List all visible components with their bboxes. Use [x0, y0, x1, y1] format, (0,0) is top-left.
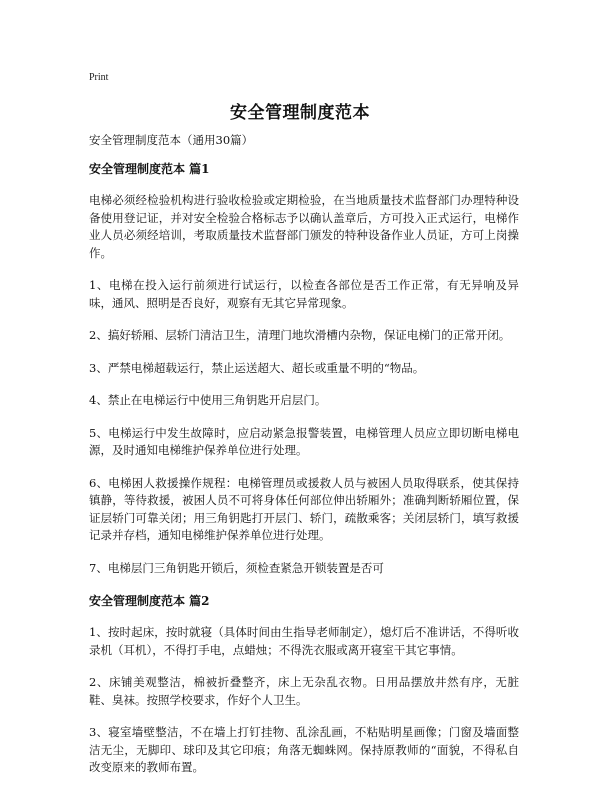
section-heading: 安全管理制度范本 篇1	[89, 162, 210, 176]
paragraph: 6、电梯困人救援操作规程：电梯管理员或援救人员与被困人员取得联系，使其保持镇静，等待救援，被困人员不可将身体任何部位伸出轿厢外；准确判断轿厢位置，保证层轿门可靠关闭；用三角钥匙打开层门、轿门，疏散乘客；关闭层轿门，填写救援记录并存档，通知电梯维护保养单位进行处理。	[89, 475, 519, 542]
document-subtitle: 安全管理制度范本（通用30篇）	[89, 133, 254, 147]
paragraph: 2、床铺美观整洁，棉被折叠整齐，床上无杂乱衣物。日用品摆放井然有序，无脏鞋、臭袜。按照学校要求，作好个人卫生。	[89, 675, 519, 707]
paragraph: 5、电梯运行中发生故障时，应启动紧急报警装置，电梯管理人员应立即切断电梯电源，及时通知电梯维护保养单位进行处理。	[89, 425, 519, 457]
paragraph: 1、电梯在投入运行前须进行试运行，以检查各部位是否工作正常，有无异响及异味，通风、照明是否良好，观察有无其它异常现象。	[89, 278, 519, 310]
print-link[interactable]: Print	[89, 72, 109, 83]
document-title: 安全管理制度范本	[230, 103, 370, 123]
section-2	[89, 592, 519, 777]
document-body	[89, 160, 519, 792]
section-1	[89, 160, 519, 577]
paragraph: 4、禁止在电梯运行中使用三角钥匙开启层门。	[89, 393, 327, 407]
section-heading: 安全管理制度范本 篇2	[89, 594, 210, 608]
paragraph: 3、严禁电梯超载运行，禁止运送超大、超长或重量不明的“物品。	[89, 360, 425, 375]
paragraph: 3、寝室墙壁整洁，不在墙上打钉挂物、乱涂乱画，不粘贴明星画像；门窗及墙面整洁无尘，无脚印、球印及其它印痕；角落无蜘蛛网。保持原教师的“面貌，不得私自改变原来的教师布置。	[89, 725, 519, 774]
paragraph: 7、电梯层门三角钥匙开锁后，须检查紧急开锁装置是否可	[89, 560, 384, 575]
paragraph: 2、搞好轿厢、层轿门清洁卫生，清理门地坎滑槽内杂物，保证电梯门的正常开闭。	[89, 328, 511, 342]
paragraph: 电梯必须经检验机构进行验收检验或定期检验，在当地质量技术监督部门办理特种设备使用登记证，并对安全检验合格标志予以确认盖章后，方可投入正式运行，电梯作业人员必须经培训，考取质量技术监督部门颁发的特种设备作业人员证，方可上岗操作。	[89, 193, 519, 260]
paragraph: 1、按时起床，按时就寝（具体时间由生指导老师制定），熄灯后不准讲话，不得听收录机（耳机），不得打手电，点蜡烛；不得洗衣服或离开寝室干其它事情。	[89, 625, 519, 657]
